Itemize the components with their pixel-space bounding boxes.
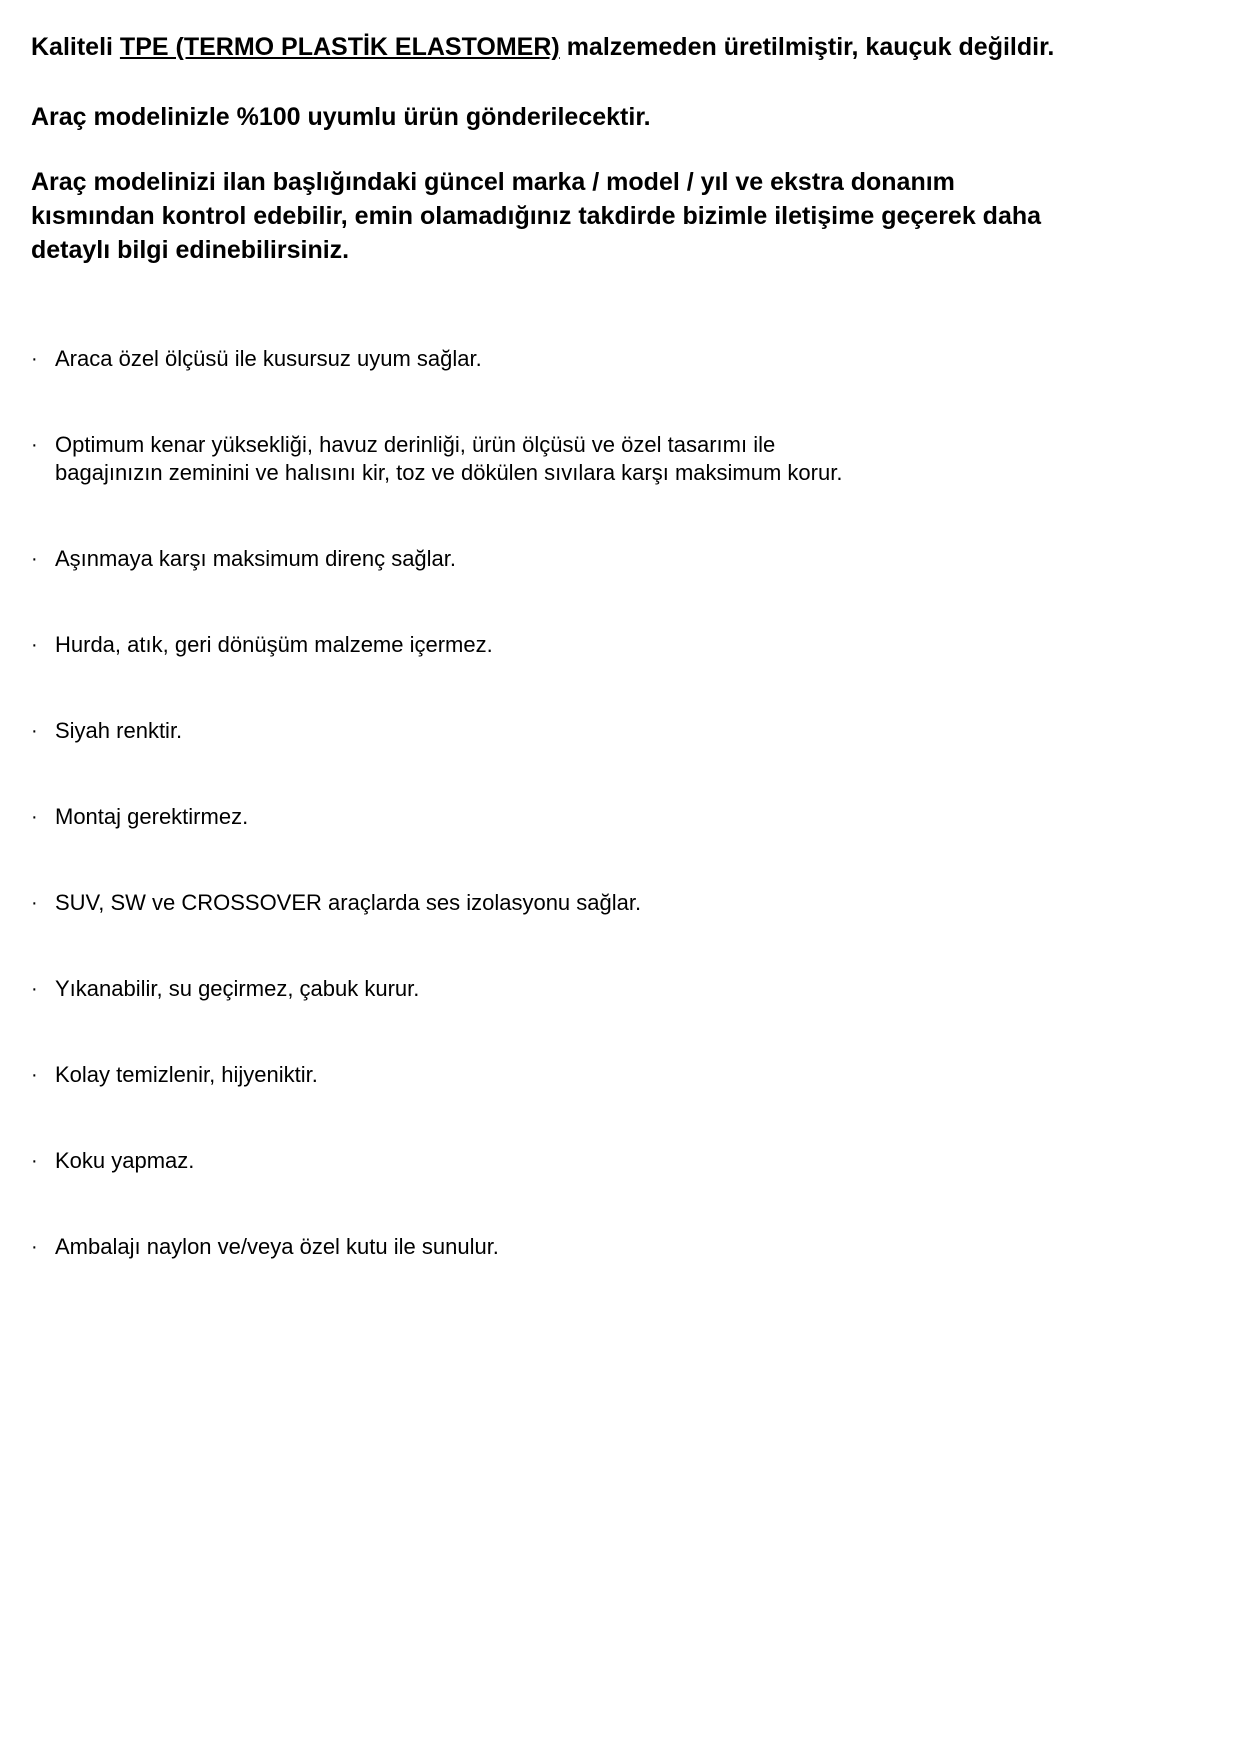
feature-line: Montaj gerektirmez. [55,804,249,829]
feature-line: Aşınmaya karşı maksimum direnç sağlar. [55,546,457,571]
feature-item [31,1061,1211,1089]
feature-list [31,345,1211,1261]
feature-text [55,803,248,831]
feature-text [55,345,482,373]
feature-item [31,1233,1211,1261]
material-heading [31,30,1211,64]
feature-line: Hurda, atık, geri dönüşüm malzeme içermez. [55,632,493,657]
feature-line: Optimum kenar yüksekliği, havuz derinliği, ürün ölçüsü ve özel tasarımı ile [55,432,776,457]
feature-item [31,631,1211,659]
bullet-icon: · [31,1236,38,1258]
bullet-icon: · [31,978,38,1000]
feature-item [31,889,1211,917]
feature-line: SUV, SW ve CROSSOVER araçlarda ses izolasyonu sağlar. [55,890,642,915]
feature-text [55,431,842,487]
bullet-icon: · [31,806,38,828]
bullet-icon: · [31,348,38,370]
feature-line: Yıkanabilir, su geçirmez, çabuk kurur. [55,976,420,1001]
bullet-icon: · [31,548,38,570]
feature-line: bagajınızın zeminini ve halısını kir, toz ve dökülen sıvılara karşı maksimum korur. [55,460,843,485]
material-heading-prefix: Kaliteli [31,33,120,61]
bullet-icon: · [31,434,38,456]
feature-text [55,545,456,573]
material-name-underlined: TPE (TERMO PLASTİK ELASTOMER) [119,33,560,61]
feature-item [31,431,1211,487]
model-check-line: detaylı bilgi edinebilirsiniz. [31,236,350,264]
feature-text [55,1147,194,1175]
bullet-icon: · [31,1064,38,1086]
model-check-line: kısmından kontrol edebilir, emin olamadığınız takdirde bizimle iletişime geçerek daha [31,202,1042,230]
feature-item [31,717,1211,745]
bullet-icon: · [31,634,38,656]
feature-item [31,803,1211,831]
feature-item [31,545,1211,573]
feature-text [55,975,419,1003]
model-check-line: Araç modelinizi ilan başlığındaki güncel marka / model / yıl ve ekstra donanım [31,168,955,196]
feature-line: Siyah renktir. [55,718,183,743]
bullet-icon: · [31,720,38,742]
feature-text [55,631,493,659]
compatibility-heading: Araç modelinizle %100 uyumlu ürün gönderilecektir. [31,103,651,131]
feature-line: Araca özel ölçüsü ile kusursuz uyum sağlar. [55,346,482,371]
feature-line: Ambalajı naylon ve/veya özel kutu ile sunulur. [55,1234,499,1259]
feature-item [31,975,1211,1003]
bullet-icon: · [31,1150,38,1172]
feature-line: Kolay temizlenir, hijyeniktir. [55,1062,318,1087]
feature-item [31,345,1211,373]
bullet-icon: · [31,892,38,914]
feature-text [55,1061,318,1089]
feature-text [55,717,182,745]
model-check-paragraph [31,165,1211,267]
feature-line: Koku yapmaz. [55,1148,195,1173]
feature-item [31,1147,1211,1175]
feature-text [55,1233,499,1261]
feature-text [55,889,641,917]
material-heading-suffix: malzemeden üretilmiştir, kauçuk değildir. [559,33,1055,61]
